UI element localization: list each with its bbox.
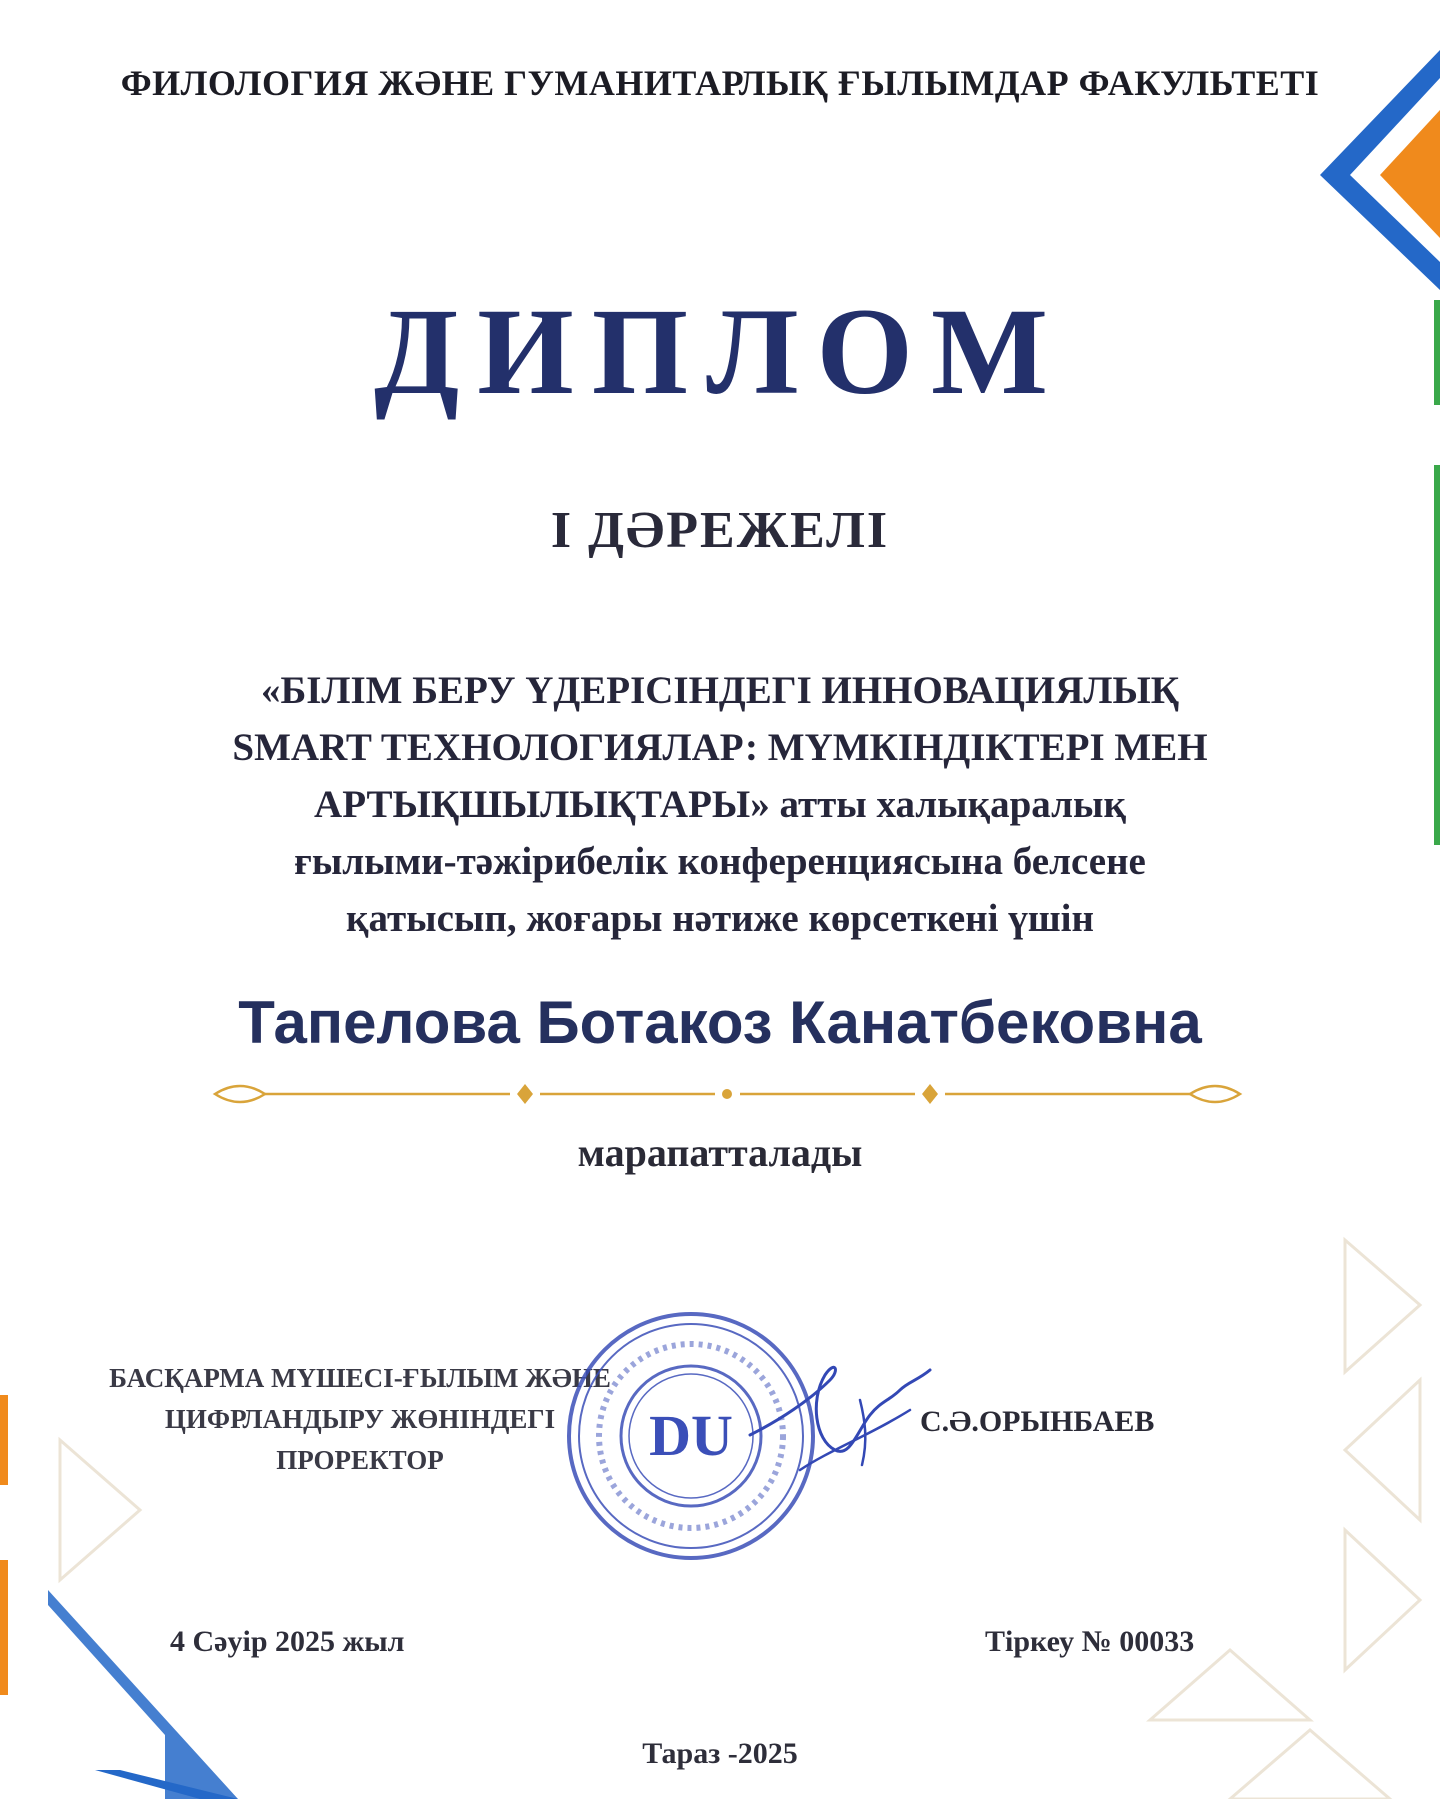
signer-position-line: ЦИФРЛАНДЫРУ ЖӨНІНДЕГІ	[164, 1404, 556, 1434]
recipient-name: Тапелова Ботакоз Канатбековна	[238, 989, 1202, 1056]
degree-label: І ДӘРЕЖЕЛІ	[550, 502, 890, 559]
signer-name: С.Ә.ОРЫНБАЕВ	[920, 1405, 1155, 1438]
diploma-description	[200, 662, 1240, 947]
issue-date: 4 Сәуір 2025 жыл	[170, 1625, 405, 1658]
description-line: SMART ТЕХНОЛОГИЯЛАР: МҮМКІНДІКТЕРІ МЕН	[232, 726, 1208, 769]
left-orange-bar-top	[0, 1395, 8, 1485]
description-line: ғылыми-тәжірибелік конференциясына белсене	[294, 840, 1146, 883]
awarded-text: марапатталады	[577, 1130, 863, 1175]
signer-position-line: ПРОРЕКТОР	[276, 1445, 444, 1475]
city-year: Тараз -2025	[642, 1737, 798, 1770]
right-faint-triangles	[1150, 1240, 1420, 1799]
signer-position-line: БАСҚАРМА МҮШЕСІ-ҒЫЛЫМ ЖӘНЕ	[109, 1363, 611, 1393]
left-orange-bar-bottom	[0, 1560, 8, 1695]
registration-number: Тіркеу № 00033	[985, 1625, 1195, 1658]
signer-position	[80, 1358, 640, 1481]
diploma-title: ДИПЛОМ	[373, 283, 1067, 420]
faculty-title: ФИЛОЛОГИЯ ЖӘНЕ ГУМАНИТАРЛЫҚ ҒЫЛЫМДАР ФАКУЛЬТЕТІ	[120, 63, 1320, 103]
description-line: қатысып, жоғары нәтиже көрсеткені үшін	[346, 897, 1094, 940]
description-line: АРТЫҚШЫЛЫҚТАРЫ» атты халықаралық	[314, 783, 1126, 826]
handwritten-signature	[740, 1340, 940, 1490]
description-line: «БІЛІМ БЕРУ ҮДЕРІСІНДЕГІ ИННОВАЦИЯЛЫҚ	[260, 669, 1180, 712]
seal-emblem: DU	[649, 1403, 733, 1468]
gold-ornament-divider	[210, 1072, 1245, 1116]
